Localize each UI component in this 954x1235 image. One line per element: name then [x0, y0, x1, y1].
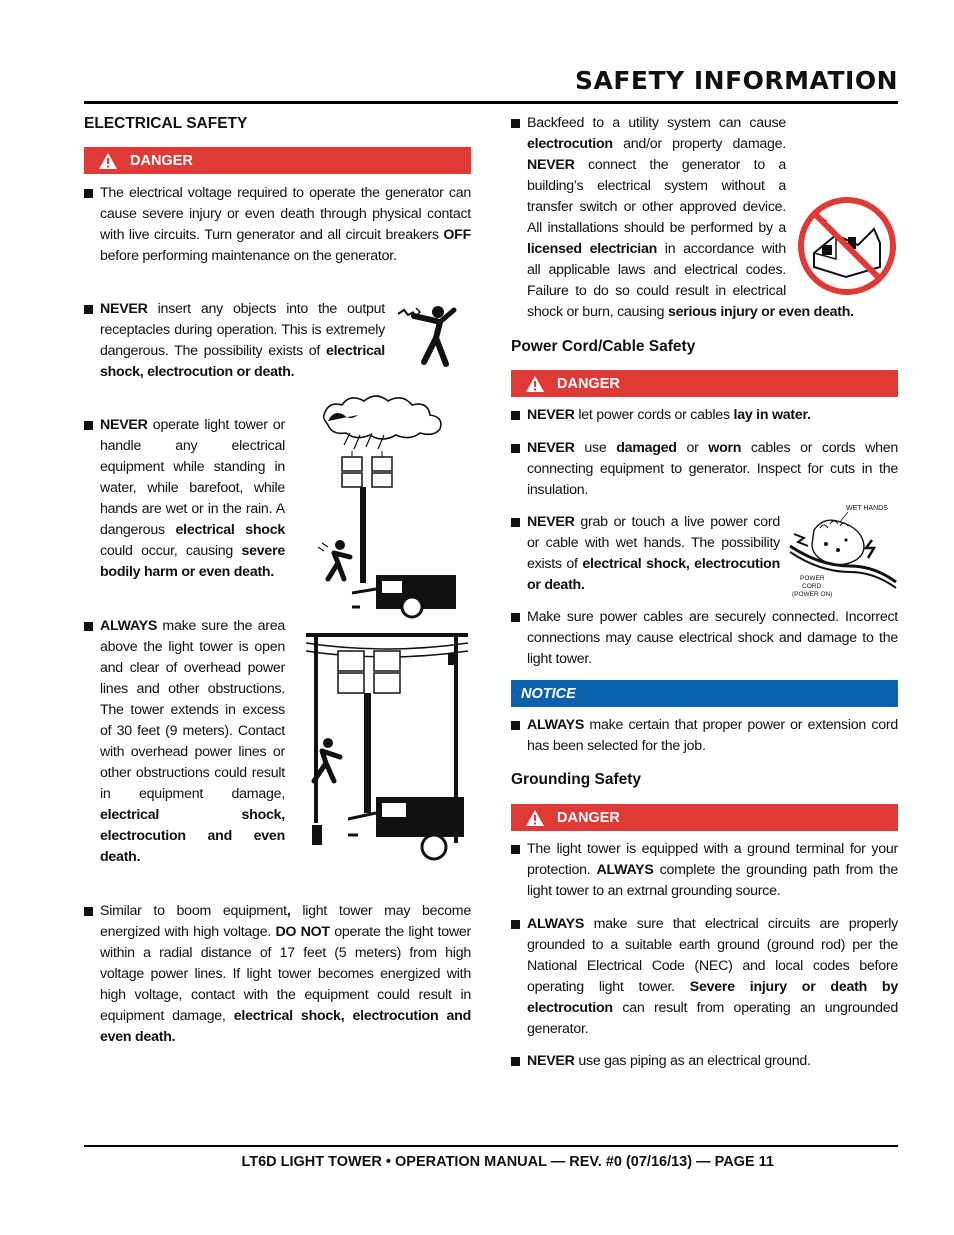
wet-hands-label: WET HANDS [846, 505, 888, 512]
danger-banner [511, 804, 898, 831]
electric-shock-figure [396, 300, 474, 370]
list-item: NEVER insert any objects into the output receptacles during operation. This is extremely dangerous. The possibility exists of electrical shock, electrocution or death. [84, 299, 385, 383]
power-cord-label: CORD [802, 583, 822, 590]
warning-icon [525, 809, 545, 827]
list-item: ALWAYS make sure the area above the light tower is open and clear of overhead power lines and other obstructions. The tower extends in excess of 30 feet (9 meters). Contact with overhead power lines or other obstructions could result in equipment damage, electrical shock, electrocution and even death. [84, 616, 285, 868]
footer-rule [84, 1145, 898, 1147]
list-item: NEVER operate light tower or handle any electrical equipment while standing in water, while barefoot, while hands are wet or in the rain. A dangerous electrical shock could occur, causing severe bodily harm or even death. [84, 415, 285, 583]
power-cord-label: POWER [800, 575, 825, 582]
section-heading-grounding: Grounding Safety [511, 771, 642, 788]
list-item: Backfeed to a utility system can cause electrocution and/or property damage. NEVER connect the generator to a building’s electrical system without a transfer switch or other approved device. All installations should be performed by a licensed electrician in accordance with all applicable laws and electrical codes. Failure to do so could result in electrical shock or burn, causing serious injury or even death. [511, 113, 898, 323]
list-item: NEVER grab or touch a live power cord or cable with wet hands. The possibility exists of electrical shock, electrocution or death. [511, 512, 780, 596]
list-item: ALWAYS make sure that electrical circuits are properly grounded to a suitable earth ground (ground rod) per the National Electrical Code (NEC) and local codes before operating light tower. Severe injury or death by electrocution can result from operating an ungrounded generator. [511, 914, 898, 1040]
notice-banner [511, 680, 898, 707]
power-cord-label: (POWER ON) [792, 591, 833, 598]
warning-icon [98, 152, 118, 170]
light-tower-rain-figure [316, 393, 472, 619]
danger-label: DANGER [557, 375, 620, 392]
danger-banner [511, 370, 898, 397]
wet-hands-power-cord-figure [786, 500, 898, 598]
list-item: Make sure power cables are securely connected. Incorrect connections may cause electrical shock and damage to the light tower. [511, 607, 898, 670]
danger-label: DANGER [557, 809, 620, 826]
danger-label: DANGER [130, 152, 193, 169]
list-item: NEVER use damaged or worn cables or cords when connecting equipment to generator. Inspect for cuts in the insulation. [511, 438, 898, 501]
list-item: The light tower is equipped with a ground terminal for your protection. ALWAYS complete the grounding path from the light tower to an extrnal grounding source. [511, 839, 898, 902]
header-rule [84, 101, 898, 104]
section-heading-electrical-safety: ELECTRICAL SAFETY [84, 115, 248, 132]
no-backfeed-sign-icon [796, 195, 898, 297]
list-item: ALWAYS make certain that proper power or extension cord has been selected for the job. [511, 715, 898, 757]
page-footer: LT6D LIGHT TOWER • OPERATION MANUAL — REV. #0 (07/16/13) — PAGE 11 [241, 1154, 774, 1170]
warning-icon [525, 375, 545, 393]
notice-label: NOTICE [521, 685, 576, 702]
list-item: NEVER use gas piping as an electrical ground. [511, 1051, 898, 1072]
list-item: Similar to boom equipment, light tower may become energized with high voltage. DO NOT operate the light tower within a radial distance of 17 feet (5 meters) from high voltage power lines. If light tower becomes energized with high voltage, contact with the equipment could result in equipment damage, electrical shock, electrocution and even death. [84, 901, 471, 1048]
list-item: The electrical voltage required to operate the generator can cause severe injury or even death through physical contact with live circuits. Turn generator and all circuit breakers OFF before performing maintenance on the generator. [84, 183, 471, 267]
light-tower-power-lines-figure [302, 625, 472, 861]
page-title: SAFETY INFORMATION [575, 66, 898, 95]
danger-banner [84, 147, 471, 174]
list-item: NEVER let power cords or cables lay in water. [511, 405, 898, 426]
section-heading-power-cord: Power Cord/Cable Safety [511, 338, 696, 355]
